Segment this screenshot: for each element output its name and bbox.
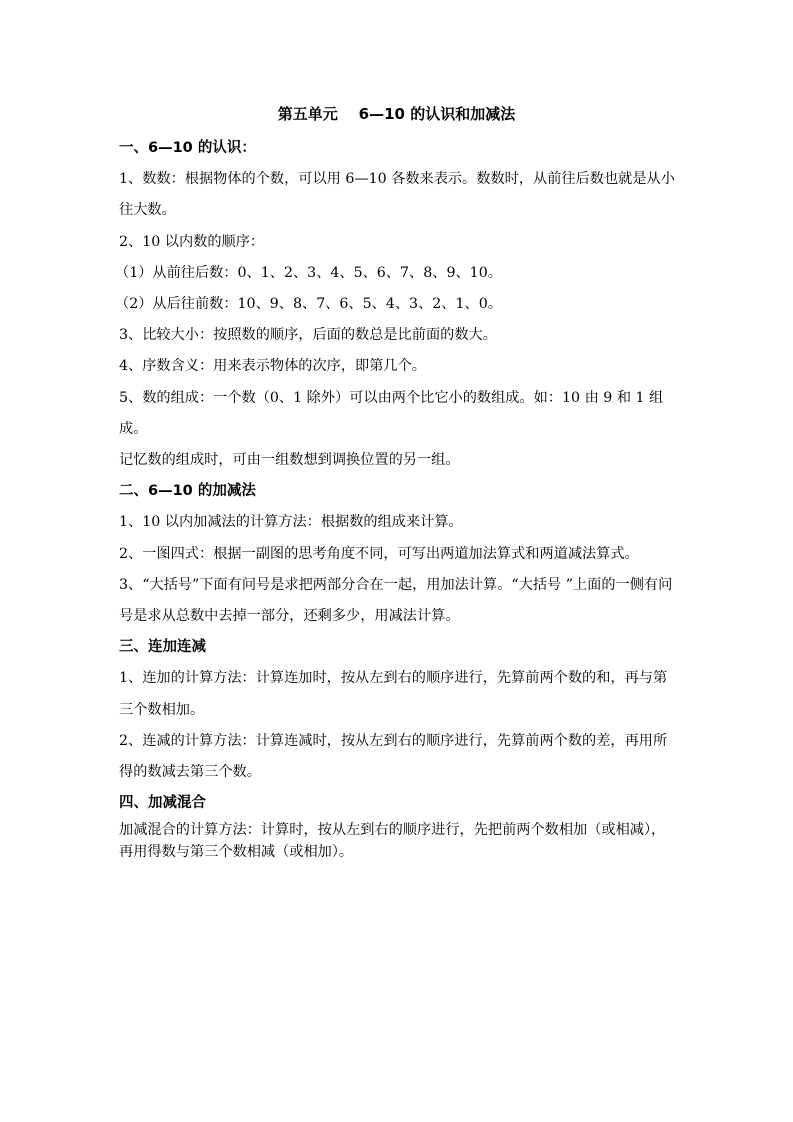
paragraph: 3、比较大小：按照数的顺序，后面的数总是比前面的数大。 — [119, 327, 497, 344]
paragraph: 1、连加的计算方法：计算连加时，按从左到右的顺序进行，先算前两个数的和，再与第三个数相加。 — [119, 670, 668, 718]
paragraph: 记忆数的组成时，可由一组数想到调换位置的另一组。 — [119, 452, 460, 469]
page-title: 第五单元 6—10 的认识和加减法 — [277, 105, 516, 123]
document-body — [115, 133, 677, 863]
paragraph: 2、10 以内数的顺序： — [119, 233, 265, 250]
paragraph: （1）从前往后数：0、1、2、3、4、5、6、7、8、9、10。 — [115, 264, 502, 281]
paragraph: 3、“大括号”下面有问号是求把两部分合在一起，用加法计算。“大括号 ”上面的一侧有问号是求从总数中去掉一部分，还剩多少，用减法计算。 — [119, 576, 673, 625]
paragraph: 1、数数：根据物体的个数，可以用 6—10 各数来表示。数数时，从前往后数也就是从小往大数。 — [119, 171, 675, 219]
section-heading-1: 一、6—10 的认识： — [119, 140, 256, 156]
paragraph: 2、一图四式：根据一副图的思考角度不同，可写出两道加法算式和两道减法算式。 — [119, 545, 639, 562]
paragraph: 加减混合的计算方法：计算时，按从左到右的顺序进行，先把前两个数相加（或相减），再用得数与第三个数相减（或相加）。 — [119, 822, 666, 861]
paragraph: 5、数的组成：一个数（0、1 除外）可以由两个比它小的数组成。如：10 由 9 和 1 组成。 — [119, 389, 664, 437]
section-heading-3: 三、连加连减 — [119, 639, 206, 656]
paragraph: （2）从后往前数：10、9、8、7、6、5、4、3、2、1、0。 — [115, 296, 502, 313]
paragraph: 1、10 以内加减法的计算方法：根据数的组成来计算。 — [119, 514, 463, 531]
paragraph: 4、序数含义：用来表示物体的次序，即第几个。 — [119, 358, 426, 375]
section-heading-4: 四、加减混合 — [119, 795, 206, 812]
paragraph: 2、连减的计算方法：计算连减时，按从左到右的顺序进行，先算前两个数的差，再用所得的数减去第三个数。 — [119, 732, 668, 781]
section-heading-2: 二、6—10 的加减法 — [119, 483, 256, 500]
